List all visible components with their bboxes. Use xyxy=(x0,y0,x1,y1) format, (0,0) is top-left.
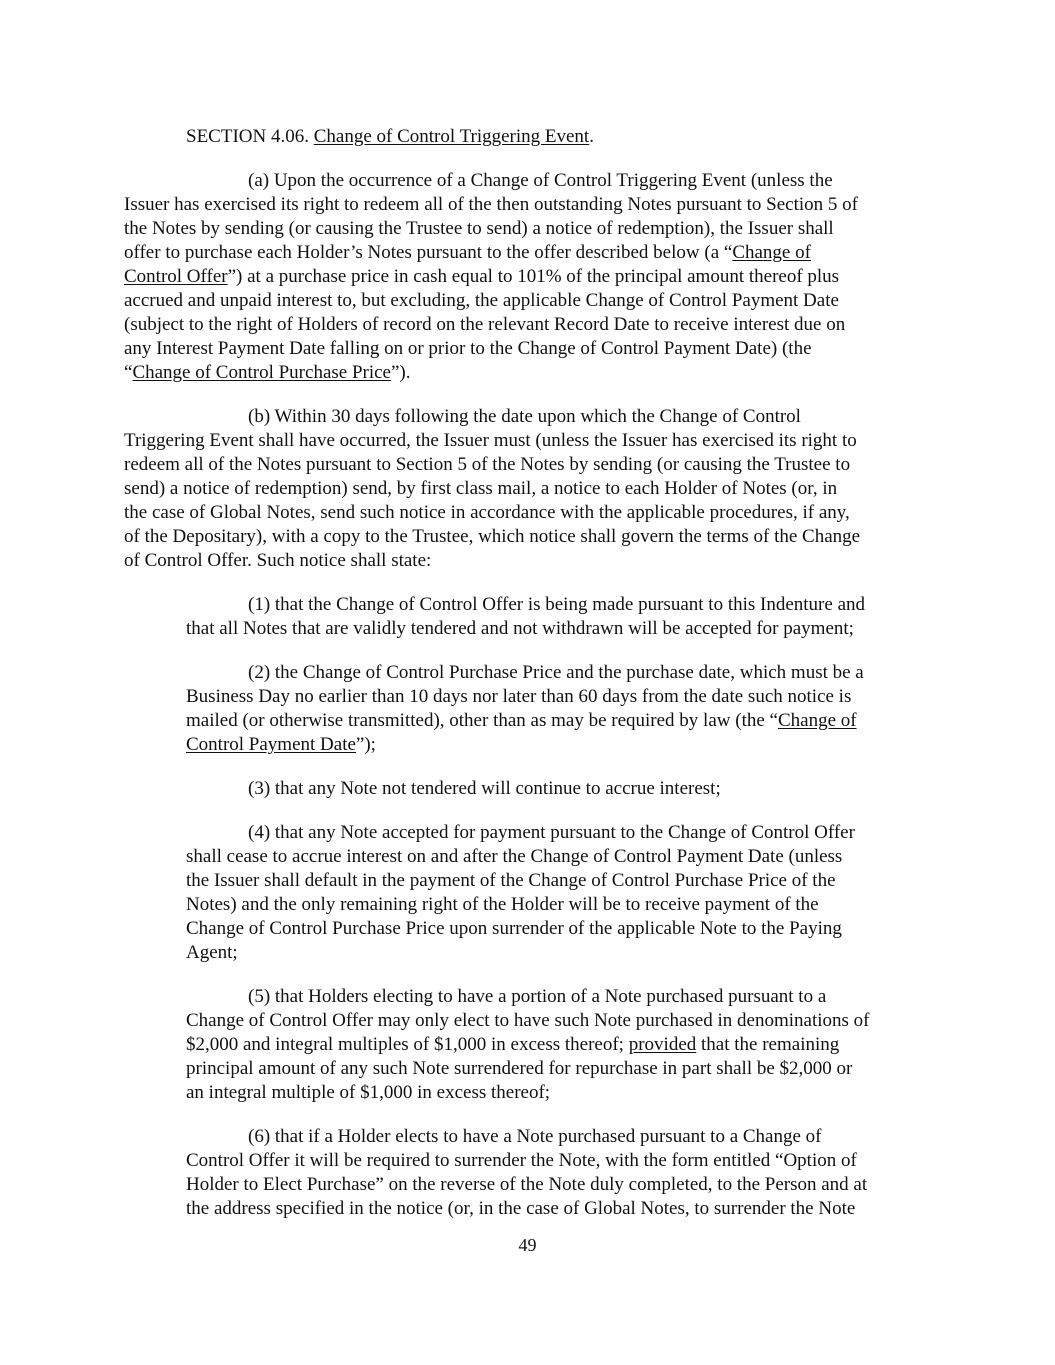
heading-line xyxy=(124,125,934,149)
text-line xyxy=(124,549,934,573)
text-line xyxy=(186,845,934,869)
text-line xyxy=(186,1197,934,1221)
text-segment: send) a notice of redemption) send, by first class mail, a notice to each Holder of Notes (or, in xyxy=(124,478,838,499)
text-segment: (b) Within 30 days following the date upon which the Change of Control xyxy=(248,406,801,427)
clause-3 xyxy=(124,777,934,801)
text-segment: any Interest Payment Date falling on or prior to the Change of Control Payment Date) (the xyxy=(124,338,812,359)
text-segment: (a) Upon the occurrence of a Change of Control Triggering Event (unless the xyxy=(248,170,833,191)
text-segment: Triggering Event shall have occurred, the Issuer must (unless the Issuer has exercised its right to xyxy=(124,430,857,451)
clause-4 xyxy=(124,821,934,965)
text-line xyxy=(124,501,934,525)
text-segment: (6) that if a Holder elects to have a Note purchased pursuant to a Change of xyxy=(248,1126,822,1147)
text-segment: of the Depositary), with a copy to the Trustee, which notice shall govern the terms of the Change xyxy=(124,526,861,547)
page-number: 49 xyxy=(518,1235,537,1255)
text-line xyxy=(186,985,934,1009)
text-segment: of Control Offer. Such notice shall state: xyxy=(124,550,432,571)
text-line xyxy=(186,1009,934,1033)
text-line xyxy=(186,661,934,685)
text-line xyxy=(124,429,934,453)
text-segment: Change of Control Offer may only elect to have such Note purchased in denominations of xyxy=(186,1010,870,1031)
text-line xyxy=(186,685,934,709)
text-segment: Change of Control Purchase Price upon surrender of the applicable Note to the Paying xyxy=(186,918,842,939)
text-segment: “ xyxy=(124,362,133,383)
text-line xyxy=(124,265,934,289)
text-line xyxy=(124,337,934,361)
text-line xyxy=(186,1057,934,1081)
text-segment: Holder to Elect Purchase” on the reverse of the Note duly completed, to the Person and at xyxy=(186,1174,868,1195)
text-line xyxy=(124,313,934,337)
text-line xyxy=(186,1149,934,1173)
text-segment: offer to purchase each Holder’s Notes pursuant to the offer described below (a “ xyxy=(124,242,733,263)
text-segment: redeem all of the Notes pursuant to Section 5 of the Notes by sending (or causing the Trustee to xyxy=(124,454,851,475)
paragraph-a xyxy=(124,169,934,385)
text-line xyxy=(186,893,934,917)
text-segment: . xyxy=(589,126,594,147)
underlined-term: provided xyxy=(628,1034,697,1055)
text-line xyxy=(124,169,934,193)
text-line xyxy=(186,709,934,733)
text-segment: Issuer has exercised its right to redeem all of the then outstanding Notes pursuant to Section 5 of xyxy=(124,194,858,215)
text-segment: mailed (or otherwise transmitted), other than as may be required by law (the “ xyxy=(186,710,778,731)
text-segment: Business Day no earlier than 10 days nor later than 60 days from the date such notice is xyxy=(186,686,852,707)
text-segment: (subject to the right of Holders of record on the relevant Record Date to receive interest due on xyxy=(124,314,846,335)
text-line xyxy=(186,777,934,801)
text-segment: the address specified in the notice (or, in the case of Global Notes, to surrender the Note xyxy=(186,1198,856,1219)
text-line xyxy=(124,453,934,477)
text-segment: (4) that any Note accepted for payment pursuant to the Change of Control Offer xyxy=(248,822,855,843)
text-line xyxy=(124,217,934,241)
underlined-term: Control Offer xyxy=(124,266,228,287)
clause-6 xyxy=(124,1125,934,1221)
text-line xyxy=(186,821,934,845)
text-segment: (5) that Holders electing to have a portion of a Note purchased pursuant to a xyxy=(248,986,827,1007)
text-line xyxy=(186,733,934,757)
text-segment: (1) that the Change of Control Offer is being made pursuant to this Indenture and xyxy=(248,594,865,615)
text-segment: ”) at a purchase price in cash equal to 101% of the principal amount thereof plus xyxy=(227,266,840,287)
text-line xyxy=(186,1033,934,1057)
text-segment: ”). xyxy=(391,362,411,383)
document-body xyxy=(124,125,934,1241)
text-segment: principal amount of any such Note surrendered for repurchase in part shall be $2,000 or xyxy=(186,1058,853,1079)
text-line xyxy=(186,1081,934,1105)
text-segment: the Notes by sending (or causing the Trustee to send) a notice of redemption), the Issuer shall xyxy=(124,218,834,239)
text-line xyxy=(186,941,934,965)
text-segment: Agent; xyxy=(186,942,238,963)
paragraphs xyxy=(124,169,934,1221)
paragraph-b xyxy=(124,405,934,573)
text-segment: (3) that any Note not tendered will continue to accrue interest; xyxy=(248,778,721,799)
text-line xyxy=(186,1173,934,1197)
text-segment: ”); xyxy=(355,734,376,755)
text-line xyxy=(124,193,934,217)
underlined-term: Change of Control Triggering Event xyxy=(313,126,590,147)
text-segment: Control Offer it will be required to surrender the Note, with the form entitled “Option of xyxy=(186,1150,857,1171)
text-segment: shall cease to accrue interest on and after the Change of Control Payment Date (unless xyxy=(186,846,843,867)
text-segment: an integral multiple of $1,000 in excess thereof; xyxy=(186,1082,551,1103)
text-segment: that the remaining xyxy=(696,1034,840,1055)
underlined-term: Change of xyxy=(732,242,811,263)
text-line xyxy=(186,593,934,617)
text-segment: accrued and unpaid interest to, but excluding, the applicable Change of Control Payment Date xyxy=(124,290,839,311)
text-line xyxy=(124,361,934,385)
text-segment: the Issuer shall default in the payment of the Change of Control Purchase Price of the xyxy=(186,870,836,891)
text-segment: Notes) and the only remaining right of the Holder will be to receive payment of the xyxy=(186,894,819,915)
text-segment: SECTION 4.06. xyxy=(186,126,314,147)
text-line xyxy=(186,869,934,893)
text-segment: that all Notes that are validly tendered and not withdrawn will be accepted for payment; xyxy=(186,618,854,639)
text-line xyxy=(186,1125,934,1149)
underlined-term: Control Payment Date xyxy=(186,734,356,755)
text-line xyxy=(124,241,934,265)
text-line xyxy=(124,525,934,549)
clause-2 xyxy=(124,661,934,757)
underlined-term: Change of xyxy=(777,710,857,731)
text-line xyxy=(186,617,934,641)
text-segment: the case of Global Notes, send such notice in accordance with the applicable procedures, if any, xyxy=(124,502,850,523)
clause-5 xyxy=(124,985,934,1105)
underlined-term: Change of Control Purchase Price xyxy=(132,362,391,383)
text-line xyxy=(124,289,934,313)
text-segment: (2) the Change of Control Purchase Price and the purchase date, which must be a xyxy=(248,662,864,683)
text-segment: $2,000 and integral multiples of $1,000 in excess thereof; xyxy=(186,1034,629,1055)
text-line xyxy=(124,405,934,429)
clause-1 xyxy=(124,593,934,641)
section-heading xyxy=(124,125,934,149)
text-line xyxy=(186,917,934,941)
text-line xyxy=(124,477,934,501)
